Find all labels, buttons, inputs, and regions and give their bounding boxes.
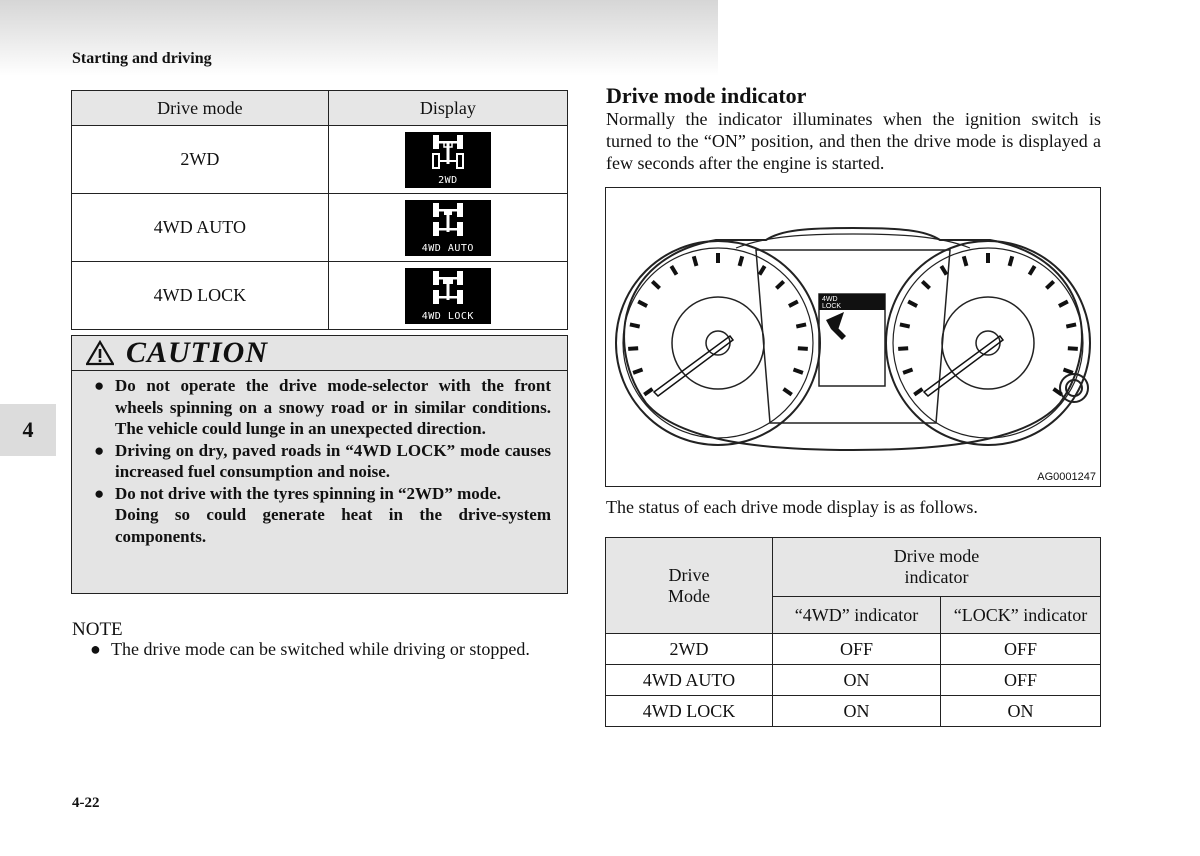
bullet-icon: ● <box>90 639 101 659</box>
list-item-continuation: Doing so could generate heat in the drive-system components. <box>115 505 551 546</box>
table-header: Drive mode <box>72 91 329 126</box>
table-header: Display <box>328 91 567 126</box>
gauge-tick <box>941 266 946 275</box>
drive-display-2wd <box>405 132 491 188</box>
note-item: ● The drive mode can be switched while driving or stopped. <box>90 639 530 659</box>
gauge-tick <box>900 324 910 326</box>
gauge-tick <box>694 256 697 266</box>
gauge-tick <box>1010 256 1013 266</box>
cluster-display-label: 4WD <box>822 296 838 303</box>
gauge-tick <box>628 348 638 349</box>
table-row: 4WD AUTO ON OFF <box>606 665 1101 696</box>
caution-header <box>72 336 567 371</box>
gauge-tick <box>1046 281 1053 288</box>
instrument-cluster-illustration <box>606 188 1100 486</box>
figure-code: AG0001247 <box>1037 471 1096 483</box>
bullet-icon: ● <box>94 440 105 460</box>
gauge-tick <box>793 370 802 373</box>
gauge-tick <box>922 281 929 288</box>
list-item: ● Do not drive with the tyres spinning in “2WD” mode. <box>94 483 501 503</box>
display-cell <box>328 126 567 194</box>
list-item: ● Do not operate the drive mode-selector with the front wheels spinning on a snowy road or in similar conditions. The vehicle could lunge in an unexpected direction. <box>94 376 551 438</box>
drive-mode-display-table <box>71 90 568 330</box>
note-heading: NOTE <box>72 619 123 640</box>
svg-text:LOCK: LOCK <box>822 303 842 310</box>
table-header: “4WD” indicator <box>773 597 941 634</box>
gauge-tick <box>1066 324 1076 326</box>
gauge-tick <box>1059 301 1068 306</box>
table-header: “LOCK” indicator <box>941 597 1101 634</box>
gauge-tick <box>1063 370 1072 373</box>
caution-box <box>71 335 568 594</box>
mode-cell: 4WD AUTO <box>72 194 329 262</box>
page-number: 4-22 <box>72 795 100 811</box>
gauge-tick <box>740 256 743 266</box>
instrument-cluster-figure <box>605 187 1101 487</box>
section-heading: Drive mode indicator <box>606 83 807 108</box>
table-row <box>72 126 568 194</box>
gauge-tick <box>796 324 806 326</box>
arrow-icon <box>826 312 846 340</box>
table-row <box>72 262 568 330</box>
gauge-tick <box>638 301 647 306</box>
gauge-tick <box>1068 348 1078 349</box>
table-header: Drive mode indicator <box>773 538 1101 597</box>
caution-body <box>72 371 567 547</box>
gauge-tick <box>760 266 765 275</box>
display-cell <box>328 262 567 330</box>
gauge-tick <box>671 266 676 275</box>
gauge-tick <box>633 370 642 373</box>
display-label: 4WD AUTO <box>421 242 474 254</box>
gauge-tick <box>903 370 912 373</box>
caution-title: CAUTION <box>126 336 269 369</box>
gauge-tick <box>644 389 652 395</box>
gauge-tick <box>908 301 917 306</box>
list-item: ● Driving on dry, paved roads in “4WD LOCK” mode causes increased fuel consumption and noise. <box>94 440 551 481</box>
section-title: Starting and driving <box>72 50 212 67</box>
gauge-tick <box>784 389 792 395</box>
gauge-tick <box>652 281 659 288</box>
drive-display-4wd-lock <box>405 268 491 324</box>
display-label: 2WD <box>438 174 458 186</box>
status-intro: The status of each drive mode display is as follows. <box>606 497 978 517</box>
drive-display-4wd-auto <box>405 200 491 256</box>
status-table <box>605 537 1101 727</box>
display-cell <box>328 194 567 262</box>
gauge-tick <box>914 389 922 395</box>
bullet-icon: ● <box>94 376 105 395</box>
gauge-tick <box>1030 266 1035 275</box>
gauge-tick <box>964 256 967 266</box>
gauge-tick <box>798 348 808 349</box>
table-header: Drive Mode <box>606 538 773 634</box>
table-row <box>72 194 568 262</box>
bullet-icon: ● <box>94 483 105 503</box>
display-label: 4WD LOCK <box>421 310 474 322</box>
chapter-tab <box>0 404 56 456</box>
mode-cell: 4WD LOCK <box>72 262 329 330</box>
mode-cell: 2WD <box>72 126 329 194</box>
table-row: 2WD OFF OFF <box>606 634 1101 665</box>
gauge-tick <box>630 324 640 326</box>
chapter-number: 4 <box>22 417 34 442</box>
intro-paragraph: Normally the indicator illuminates when the ignition switch is turned to the “ON” position, and then the drive mode is displayed a few seconds after the engine is started. <box>606 109 1101 173</box>
gauge-tick <box>776 281 783 288</box>
warning-triangle-icon <box>86 340 114 366</box>
gauge-tick <box>789 301 798 306</box>
table-row: 4WD LOCK ON ON <box>606 696 1101 727</box>
gauge-tick <box>898 348 908 349</box>
